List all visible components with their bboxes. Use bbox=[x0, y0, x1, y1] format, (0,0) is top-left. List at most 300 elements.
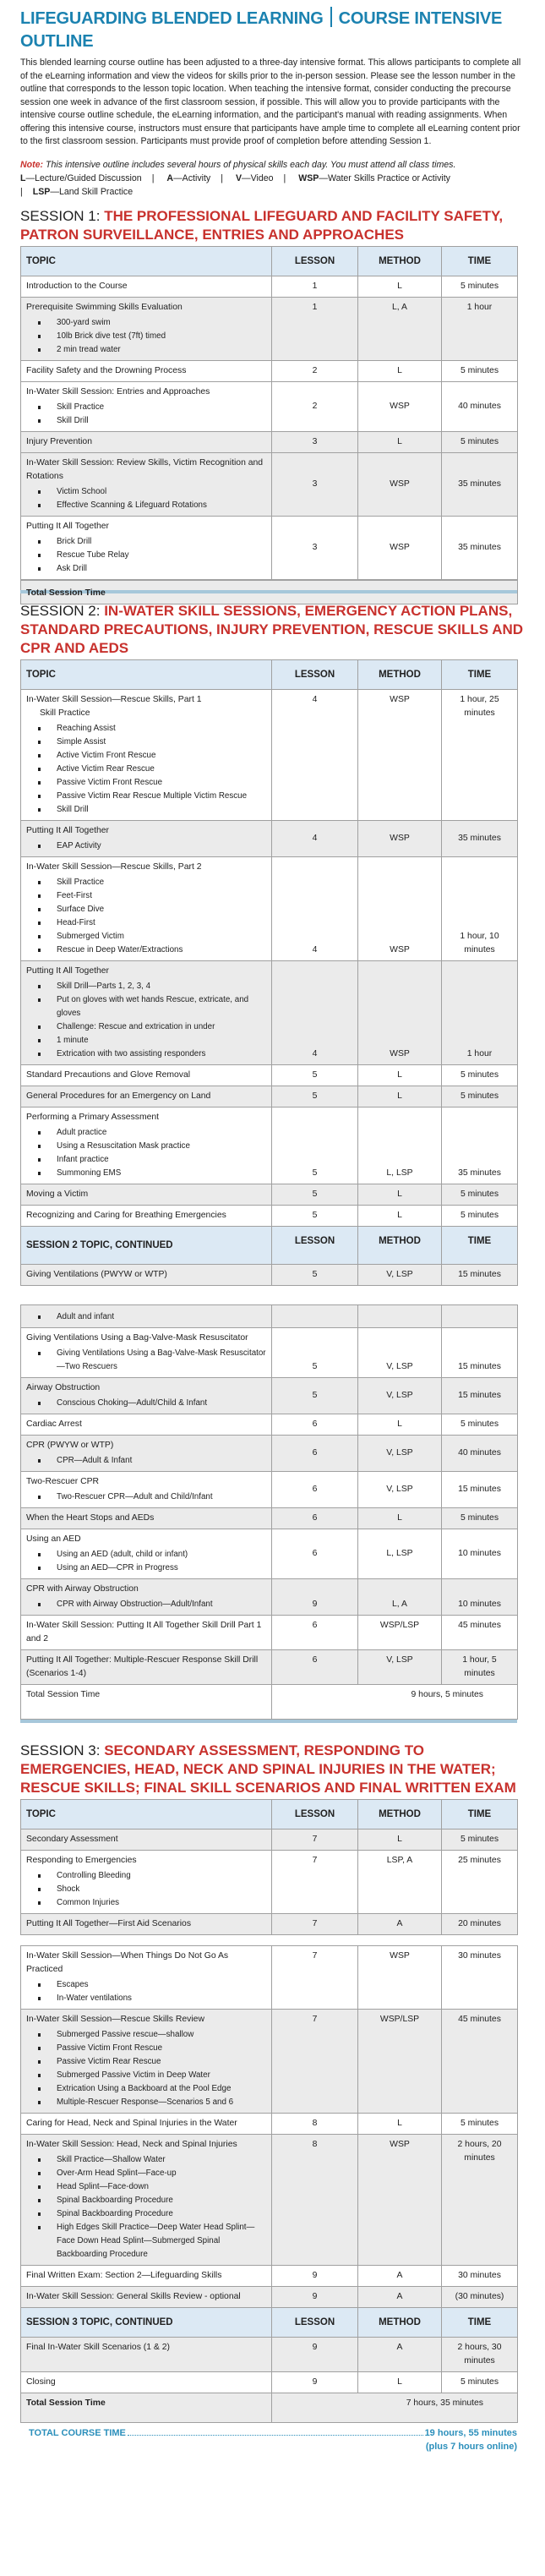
header-time: TIME bbox=[442, 1227, 518, 1265]
bullet-list bbox=[26, 485, 266, 512]
session-3-heading bbox=[20, 1742, 525, 1797]
cell-lesson: 6 bbox=[272, 1472, 358, 1508]
bullet-list bbox=[26, 2028, 266, 2109]
table-row bbox=[21, 1946, 518, 2010]
legend-desc: —Activity bbox=[173, 173, 211, 183]
cell-method: V, LSP bbox=[358, 1265, 442, 1286]
session-1-table bbox=[20, 246, 518, 580]
session-2-heading bbox=[20, 602, 525, 658]
bullet-item: Escapes bbox=[57, 1978, 266, 1992]
bullet-item: Challenge: Rescue and extrication in under bbox=[57, 1020, 266, 1034]
table-row bbox=[21, 2114, 518, 2135]
total-time: 9 hours, 5 minutes bbox=[272, 1685, 518, 1720]
session-name: IN-WATER SKILL SESSIONS, EMERGENCY ACTION PLANS, STANDARD PRECAUTIONS, INJURY PREVENTION, RESCUE SKILLS AND CPR AND AEDS bbox=[20, 603, 524, 656]
session-name: SECONDARY ASSESSMENT, RESPONDING TO EMERGENCIES, HEAD, NECK AND SPINAL INJURIES IN THE WATER; RESCUE SKILLS; FINAL SKILL SCENARIOS AND FINAL WRITTEN EXAM bbox=[20, 1742, 516, 1796]
cell-method: V, LSP bbox=[358, 1378, 442, 1414]
cell-topic bbox=[21, 2266, 272, 2287]
cell-time: 5 minutes bbox=[442, 1829, 518, 1851]
cell-topic bbox=[21, 1378, 272, 1414]
bullet-item: Skill Drill bbox=[57, 803, 266, 817]
cell-time: 30 minutes bbox=[442, 2266, 518, 2287]
cell-time: 5 minutes bbox=[442, 1065, 518, 1086]
bullet-item: High Edges Skill Practice—Deep Water Head Splint—Face Down Head Splint—Submerged Spinal Backboarding Procedure bbox=[57, 2221, 266, 2262]
continued-header-topic: SESSION 3 TOPIC, CONTINUED bbox=[21, 2308, 272, 2338]
table-row bbox=[21, 453, 518, 517]
bullet-item: Brick Drill bbox=[57, 535, 266, 549]
bullet-item: Skill Practice—Shallow Water bbox=[57, 2153, 266, 2167]
total-label: Total Session Time bbox=[21, 1685, 272, 1720]
cell-topic bbox=[21, 1328, 272, 1378]
bullet-item: Adult and infant bbox=[57, 1310, 266, 1324]
cell-topic bbox=[21, 2372, 272, 2393]
cell-lesson: 3 bbox=[272, 453, 358, 517]
header-lesson: LESSON bbox=[272, 247, 358, 276]
bullet-list bbox=[26, 1347, 266, 1374]
bullet-item: Multiple-Rescuer Response—Scenarios 5 and 6 bbox=[57, 2096, 266, 2109]
legend-code: WSP bbox=[298, 173, 319, 183]
cell-time: 35 minutes bbox=[442, 1108, 518, 1184]
note bbox=[20, 159, 525, 172]
cell-lesson: 7 bbox=[272, 1914, 358, 1935]
table-row bbox=[21, 382, 518, 432]
cell-lesson: 7 bbox=[272, 2010, 358, 2114]
cell-time: 35 minutes bbox=[442, 821, 518, 857]
cell-lesson: 5 bbox=[272, 1086, 358, 1108]
table-row bbox=[21, 2266, 518, 2287]
table-row bbox=[21, 1436, 518, 1472]
cell-lesson: 7 bbox=[272, 1829, 358, 1851]
cell-method: V, LSP bbox=[358, 1328, 442, 1378]
cell-method: WSP bbox=[358, 690, 442, 821]
cell-method: WSP bbox=[358, 2135, 442, 2266]
cell-topic bbox=[21, 2010, 272, 2114]
cell-lesson: 5 bbox=[272, 1108, 358, 1184]
bullet-item: EAP Activity bbox=[57, 840, 266, 853]
cell-method: WSP bbox=[358, 1946, 442, 2010]
topic-title: In-Water Skill Session—Rescue Skills Review bbox=[26, 2015, 204, 2024]
topic-title: Introduction to the Course bbox=[26, 282, 128, 291]
session-1-total-clipped bbox=[20, 580, 525, 598]
bullet-item: 2 min tread water bbox=[57, 343, 266, 357]
topic-title: In-Water Skill Session—When Things Do Not Go As Practiced bbox=[26, 1951, 229, 1974]
intro-paragraph: This blended learning course outline has been adjusted to a three-day intensive format. This allows participants to complete all of the eLearning information and view the videos for skills prior to the in-person session. Please see the lesson number in the outline that corresponds to the lesson topic location. When teaching the intensive format, consider conducting the precourse session one week in advance of the first classroom session, if possible. This will allow you to provide participants with the intensive course outline schedule, the eLearning information, and the participant's manual with reading assignments. When offering this intensive course, instructors must ensure that participants have ample time to complete all eLearning content prior to the first classroom session. Participants must provide proof of completion before attending Session 1. bbox=[20, 57, 521, 146]
cell-topic bbox=[21, 1616, 272, 1650]
bullet-list bbox=[26, 2153, 266, 2262]
cell-method: V, LSP bbox=[358, 1436, 442, 1472]
bullet-item: Over-Arm Head Splint—Face-up bbox=[57, 2167, 266, 2180]
bullet-item: Two-Rescuer CPR—Adult and Child/Infant bbox=[57, 1490, 266, 1504]
cell-lesson bbox=[272, 1305, 358, 1328]
topic-title: In-Water Skill Session: Review Skills, Victim Recognition and Rotations bbox=[26, 458, 264, 481]
bullet-item: Passive Victim Rear Rescue bbox=[57, 2055, 266, 2069]
header-topic: TOPIC bbox=[21, 247, 272, 276]
topic-title: CPR (PWYW or WTP) bbox=[26, 1441, 114, 1450]
cell-topic bbox=[21, 961, 272, 1065]
bullet-list bbox=[26, 1397, 266, 1410]
topic-title: In-Water Skill Session—Rescue Skills, Part 1 bbox=[26, 695, 202, 704]
cell-lesson: 6 bbox=[272, 1508, 358, 1529]
cell-method: L bbox=[358, 1206, 442, 1227]
table-row bbox=[21, 1305, 518, 1328]
legend-code: LSP bbox=[32, 187, 51, 197]
title-separator bbox=[330, 7, 332, 27]
cell-time: 1 hour, 10 minutes bbox=[442, 857, 518, 961]
cell-method: WSP bbox=[358, 821, 442, 857]
bullet-item: Infant practice bbox=[57, 1153, 266, 1167]
bullet-list bbox=[26, 722, 266, 817]
cell-topic bbox=[21, 1650, 272, 1685]
cell-topic bbox=[21, 1529, 272, 1579]
topic-title: Airway Obstruction bbox=[26, 1383, 101, 1392]
cell-topic bbox=[21, 1108, 272, 1184]
legend-desc: —Land Skill Practice bbox=[50, 187, 134, 197]
cell-lesson: 9 bbox=[272, 2287, 358, 2308]
cell-time: 2 hours, 20 minutes bbox=[442, 2135, 518, 2266]
course-total-online: (plus 7 hours online) bbox=[425, 2442, 517, 2452]
cell-topic bbox=[21, 2287, 272, 2308]
cell-lesson: 6 bbox=[272, 1616, 358, 1650]
cell-time: 5 minutes bbox=[442, 1414, 518, 1436]
cell-topic bbox=[21, 361, 272, 382]
bullet-item: 1 minute bbox=[57, 1034, 266, 1047]
cell-lesson: 5 bbox=[272, 1265, 358, 1286]
cell-method: V, LSP bbox=[358, 1650, 442, 1685]
cell-method: A bbox=[358, 2266, 442, 2287]
cell-topic bbox=[21, 1436, 272, 1472]
cell-topic bbox=[21, 2338, 272, 2372]
bullet-item: Surface Dive bbox=[57, 903, 266, 916]
cell-lesson: 2 bbox=[272, 361, 358, 382]
bullet-list bbox=[26, 401, 266, 428]
cell-topic bbox=[21, 1914, 272, 1935]
cell-topic bbox=[21, 1414, 272, 1436]
cell-time: 35 minutes bbox=[442, 517, 518, 580]
cell-time: 30 minutes bbox=[442, 1946, 518, 2010]
topic-title: Giving Ventilations (PWYW or WTP) bbox=[26, 1270, 167, 1279]
cell-lesson: 8 bbox=[272, 2135, 358, 2266]
table-row bbox=[21, 1616, 518, 1650]
cell-time: 35 minutes bbox=[442, 453, 518, 517]
cell-method: WSP bbox=[358, 517, 442, 580]
legend-code: V bbox=[235, 173, 243, 183]
topic-title: Responding to Emergencies bbox=[26, 1856, 137, 1865]
cell-method: L bbox=[358, 432, 442, 453]
topic-title: In-Water Skill Session: General Skills Review - optional bbox=[26, 2292, 241, 2301]
legend-desc: —Video bbox=[242, 173, 274, 183]
bullet-item: Feet-First bbox=[57, 889, 266, 903]
cell-method: WSP/LSP bbox=[358, 1616, 442, 1650]
cell-time: 1 hour, 25 minutes bbox=[442, 690, 518, 821]
cell-method: L bbox=[358, 276, 442, 298]
bullet-item: Put on gloves with wet hands Rescue, extricate, and gloves bbox=[57, 993, 266, 1020]
cell-topic bbox=[21, 1206, 272, 1227]
note-text: This intensive outline includes several hours of physical skills each day. You must attend all class times. bbox=[43, 159, 456, 170]
bullet-item: Giving Ventilations Using a Bag-Valve-Mask Resuscitator—Two Rescuers bbox=[57, 1347, 266, 1374]
title-part2: COURSE INTENSIVE OUTLINE bbox=[20, 9, 503, 51]
cell-time: 2 hours, 30 minutes bbox=[442, 2338, 518, 2372]
cell-time: 5 minutes bbox=[442, 1184, 518, 1206]
cell-lesson: 5 bbox=[272, 1184, 358, 1206]
topic-title: When the Heart Stops and AEDs bbox=[26, 1513, 155, 1523]
course-total-label: TOTAL COURSE TIME bbox=[29, 2428, 126, 2438]
bullet-list bbox=[26, 1548, 266, 1575]
topic-title: Putting It All Together bbox=[26, 826, 110, 835]
bullet-list bbox=[26, 1869, 266, 1910]
topic-title: Giving Ventilations Using a Bag-Valve-Mask Resuscitator bbox=[26, 1333, 248, 1343]
cell-lesson: 5 bbox=[272, 1206, 358, 1227]
table-row bbox=[21, 2287, 518, 2308]
bullet-item: Conscious Choking—Adult/Child & Infant bbox=[57, 1397, 266, 1410]
bullet-list bbox=[26, 1978, 266, 2005]
cell-method: WSP bbox=[358, 453, 442, 517]
bullet-item: Victim School bbox=[57, 485, 266, 499]
bullet-list bbox=[26, 1598, 266, 1611]
topic-title: Putting It All Together bbox=[26, 966, 110, 976]
table-row bbox=[21, 1265, 518, 1286]
topic-title: Putting It All Together—First Aid Scenarios bbox=[26, 1919, 192, 1928]
cell-method: A bbox=[358, 1914, 442, 1935]
table-row bbox=[21, 1414, 518, 1436]
bullet-item: Simple Assist bbox=[57, 736, 266, 749]
cell-lesson: 4 bbox=[272, 961, 358, 1065]
bullet-item: Shock bbox=[57, 1883, 266, 1896]
topic-title: Facility Safety and the Drowning Process bbox=[26, 366, 187, 375]
topic-title: General Procedures for an Emergency on Land bbox=[26, 1091, 211, 1101]
cell-lesson: 2 bbox=[272, 382, 358, 432]
topic-title: Two-Rescuer CPR bbox=[26, 1477, 100, 1486]
continued-header-topic: SESSION 2 TOPIC, CONTINUED bbox=[21, 1227, 272, 1265]
table-row bbox=[21, 2372, 518, 2393]
bullet-item: Adult practice bbox=[57, 1126, 266, 1140]
session-prefix: SESSION 2: bbox=[20, 603, 105, 619]
cell-method: L, A bbox=[358, 1579, 442, 1616]
cell-time: 1 hour bbox=[442, 298, 518, 361]
cell-time: 5 minutes bbox=[442, 432, 518, 453]
bullet-item: Head-First bbox=[57, 916, 266, 930]
cell-time: 15 minutes bbox=[442, 1378, 518, 1414]
bullet-item: CPR—Adult & Infant bbox=[57, 1454, 266, 1468]
bullet-item: Skill Drill—Parts 1, 2, 3, 4 bbox=[57, 980, 266, 993]
cell-lesson: 6 bbox=[272, 1650, 358, 1685]
cell-time: 15 minutes bbox=[442, 1472, 518, 1508]
cell-method: L bbox=[358, 2372, 442, 2393]
header-method: METHOD bbox=[358, 247, 442, 276]
topic-title: Final Written Exam: Section 2—Lifeguarding Skills bbox=[26, 2271, 222, 2280]
topic-title: Using an AED bbox=[26, 1534, 81, 1544]
topic-title: In-Water Skill Session: Putting It All Together Skill Drill Part 1 and 2 bbox=[26, 1621, 262, 1643]
table-row bbox=[21, 961, 518, 1065]
topic-subtitle: Skill Practice bbox=[40, 708, 90, 718]
header-time: TIME bbox=[442, 2308, 518, 2338]
cell-lesson: 4 bbox=[272, 690, 358, 821]
header-time: TIME bbox=[442, 247, 518, 276]
table-row bbox=[21, 1378, 518, 1414]
cell-topic bbox=[21, 517, 272, 580]
cell-lesson: 5 bbox=[272, 1065, 358, 1086]
session-1-heading bbox=[20, 207, 525, 244]
bullet-list bbox=[26, 876, 266, 957]
cell-time: 5 minutes bbox=[442, 2372, 518, 2393]
header-method: METHOD bbox=[358, 660, 442, 690]
cell-topic bbox=[21, 1472, 272, 1508]
cell-time: 5 minutes bbox=[442, 276, 518, 298]
cell-time: 5 minutes bbox=[442, 1508, 518, 1529]
session-2-table-continued bbox=[20, 1304, 518, 1720]
cell-time: 5 minutes bbox=[442, 1206, 518, 1227]
cell-topic bbox=[21, 1265, 272, 1286]
bullet-item: Passive Victim Front Rescue bbox=[57, 776, 266, 790]
topic-title: Prerequisite Swimming Skills Evaluation bbox=[26, 303, 183, 312]
cell-time: 45 minutes bbox=[442, 1616, 518, 1650]
bullet-item: Rescue in Deep Water/Extractions bbox=[57, 943, 266, 957]
cell-method: WSP/LSP bbox=[358, 2010, 442, 2114]
bullet-item: Summoning EMS bbox=[57, 1167, 266, 1180]
cell-method: L bbox=[358, 1829, 442, 1851]
cell-time: 40 minutes bbox=[442, 382, 518, 432]
cell-time: 1 hour, 5 minutes bbox=[442, 1650, 518, 1685]
cell-lesson: 7 bbox=[272, 1851, 358, 1914]
cell-method: L bbox=[358, 1414, 442, 1436]
cell-topic bbox=[21, 276, 272, 298]
cell-topic bbox=[21, 1065, 272, 1086]
bullet-item: CPR with Airway Obstruction—Adult/Infant bbox=[57, 1598, 266, 1611]
bullet-item: 300-yard swim bbox=[57, 316, 266, 330]
bullet-list bbox=[26, 535, 266, 576]
table-row bbox=[21, 432, 518, 453]
table-row bbox=[21, 1579, 518, 1616]
cell-method: WSP bbox=[358, 857, 442, 961]
bullet-item: Head Splint—Face-down bbox=[57, 2180, 266, 2194]
cell-time: 5 minutes bbox=[442, 1086, 518, 1108]
table-row bbox=[21, 1086, 518, 1108]
cell-time: 5 minutes bbox=[442, 2114, 518, 2135]
session-prefix: SESSION 3: bbox=[20, 1742, 105, 1758]
cell-lesson: 4 bbox=[272, 857, 358, 961]
bullet-item: Skill Drill bbox=[57, 414, 266, 428]
cell-method: L bbox=[358, 1184, 442, 1206]
bullet-item: 10lb Brick dive test (7ft) timed bbox=[57, 330, 266, 343]
cell-method: L, A bbox=[358, 298, 442, 361]
cell-lesson: 9 bbox=[272, 2266, 358, 2287]
legend-desc: —Lecture/Guided Discussion bbox=[25, 173, 142, 183]
bullet-item: Submerged Victim bbox=[57, 930, 266, 943]
cell-method: WSP bbox=[358, 961, 442, 1065]
cell-lesson: 9 bbox=[272, 1579, 358, 1616]
header-lesson: LESSON bbox=[272, 1227, 358, 1265]
bullet-item: Active Victim Front Rescue bbox=[57, 749, 266, 763]
cell-method: L, LSP bbox=[358, 1529, 442, 1579]
bullet-list bbox=[26, 1454, 266, 1468]
table-row bbox=[21, 361, 518, 382]
legend-desc: —Water Skills Practice or Activity bbox=[319, 173, 450, 183]
topic-title: Final In-Water Skill Scenarios (1 & 2) bbox=[26, 2343, 170, 2352]
cell-topic bbox=[21, 1086, 272, 1108]
cell-topic bbox=[21, 821, 272, 857]
cell-topic bbox=[21, 1946, 272, 2010]
bullet-item: Using a Resuscitation Mask practice bbox=[57, 1140, 266, 1153]
header-lesson: LESSON bbox=[272, 660, 358, 690]
legend-code: A bbox=[166, 173, 174, 183]
cell-method: L bbox=[358, 1065, 442, 1086]
bullet-item: Controlling Bleeding bbox=[57, 1869, 266, 1883]
table-row bbox=[21, 2135, 518, 2266]
table-row bbox=[21, 821, 518, 857]
bullet-item: Extrication with two assisting responders bbox=[57, 1047, 266, 1061]
table-row bbox=[21, 1508, 518, 1529]
title-part1: LIFEGUARDING BLENDED LEARNING bbox=[20, 9, 324, 28]
table-row bbox=[21, 1851, 518, 1914]
bullet-item: Ask Drill bbox=[57, 562, 266, 576]
section-divider bbox=[20, 1720, 517, 1723]
bullet-item: Extrication Using a Backboard at the Pool Edge bbox=[57, 2082, 266, 2096]
cell-method: LSP, A bbox=[358, 1851, 442, 1914]
bullet-list bbox=[26, 316, 266, 357]
topic-title: Putting It All Together bbox=[26, 522, 110, 531]
cell-topic bbox=[21, 453, 272, 517]
topic-title: In-Water Skill Session: Head, Neck and Spinal Injuries bbox=[26, 2140, 237, 2149]
bullet-list bbox=[26, 1490, 266, 1504]
topic-title: Injury Prevention bbox=[26, 437, 92, 446]
total-label: Total Session Time bbox=[21, 581, 518, 604]
cell-lesson: 3 bbox=[272, 432, 358, 453]
cell-topic bbox=[21, 298, 272, 361]
cell-time: 10 minutes bbox=[442, 1579, 518, 1616]
bullet-item: Spinal Backboarding Procedure bbox=[57, 2194, 266, 2207]
table-row bbox=[21, 1650, 518, 1685]
legend-code: L bbox=[20, 173, 26, 183]
page-title bbox=[20, 7, 525, 53]
cell-topic bbox=[21, 1184, 272, 1206]
cell-topic bbox=[21, 2114, 272, 2135]
session-3-table bbox=[20, 1799, 518, 1935]
cell-method: L bbox=[358, 1508, 442, 1529]
cell-time: 45 minutes bbox=[442, 2010, 518, 2114]
cell-lesson: 9 bbox=[272, 2372, 358, 2393]
bullet-item: Passive Victim Front Rescue bbox=[57, 2042, 266, 2055]
bullet-item: Spinal Backboarding Procedure bbox=[57, 2207, 266, 2221]
cell-topic bbox=[21, 382, 272, 432]
table-row bbox=[21, 1472, 518, 1508]
cell-method: L, LSP bbox=[358, 1108, 442, 1184]
table-row bbox=[21, 857, 518, 961]
table-row bbox=[21, 1184, 518, 1206]
cell-topic bbox=[21, 690, 272, 821]
cell-topic bbox=[21, 1508, 272, 1529]
topic-title: Putting It All Together: Multiple-Rescuer Response Skill Drill (Scenarios 1-4) bbox=[26, 1655, 259, 1678]
note-label: Note: bbox=[20, 159, 44, 170]
bullet-item: Using an AED (adult, child or infant) bbox=[57, 1548, 266, 1561]
course-total-time: 19 hours, 55 minutes bbox=[424, 2428, 517, 2438]
table-row bbox=[21, 1829, 518, 1851]
cell-topic bbox=[21, 1305, 272, 1328]
table-row bbox=[21, 2338, 518, 2372]
cell-lesson: 6 bbox=[272, 1436, 358, 1472]
table-row bbox=[21, 1206, 518, 1227]
header-method: METHOD bbox=[358, 1227, 442, 1265]
session-3-table-part2 bbox=[20, 1945, 518, 2423]
cell-method: A bbox=[358, 2338, 442, 2372]
cell-topic bbox=[21, 857, 272, 961]
table-row bbox=[21, 1328, 518, 1378]
bullet-list bbox=[26, 1126, 266, 1180]
topic-title: Performing a Primary Assessment bbox=[26, 1113, 160, 1122]
cell-time: 1 hour bbox=[442, 961, 518, 1065]
session-name: THE PROFESSIONAL LIFEGUARD AND FACILITY SAFETY, PATRON SURVEILLANCE, ENTRIES AND APPROACHES bbox=[20, 208, 504, 243]
cell-lesson: 1 bbox=[272, 298, 358, 361]
cell-time: 5 minutes bbox=[442, 361, 518, 382]
table-row bbox=[21, 1529, 518, 1579]
topic-title: Caring for Head, Neck and Spinal Injuries in the Water bbox=[26, 2119, 237, 2128]
